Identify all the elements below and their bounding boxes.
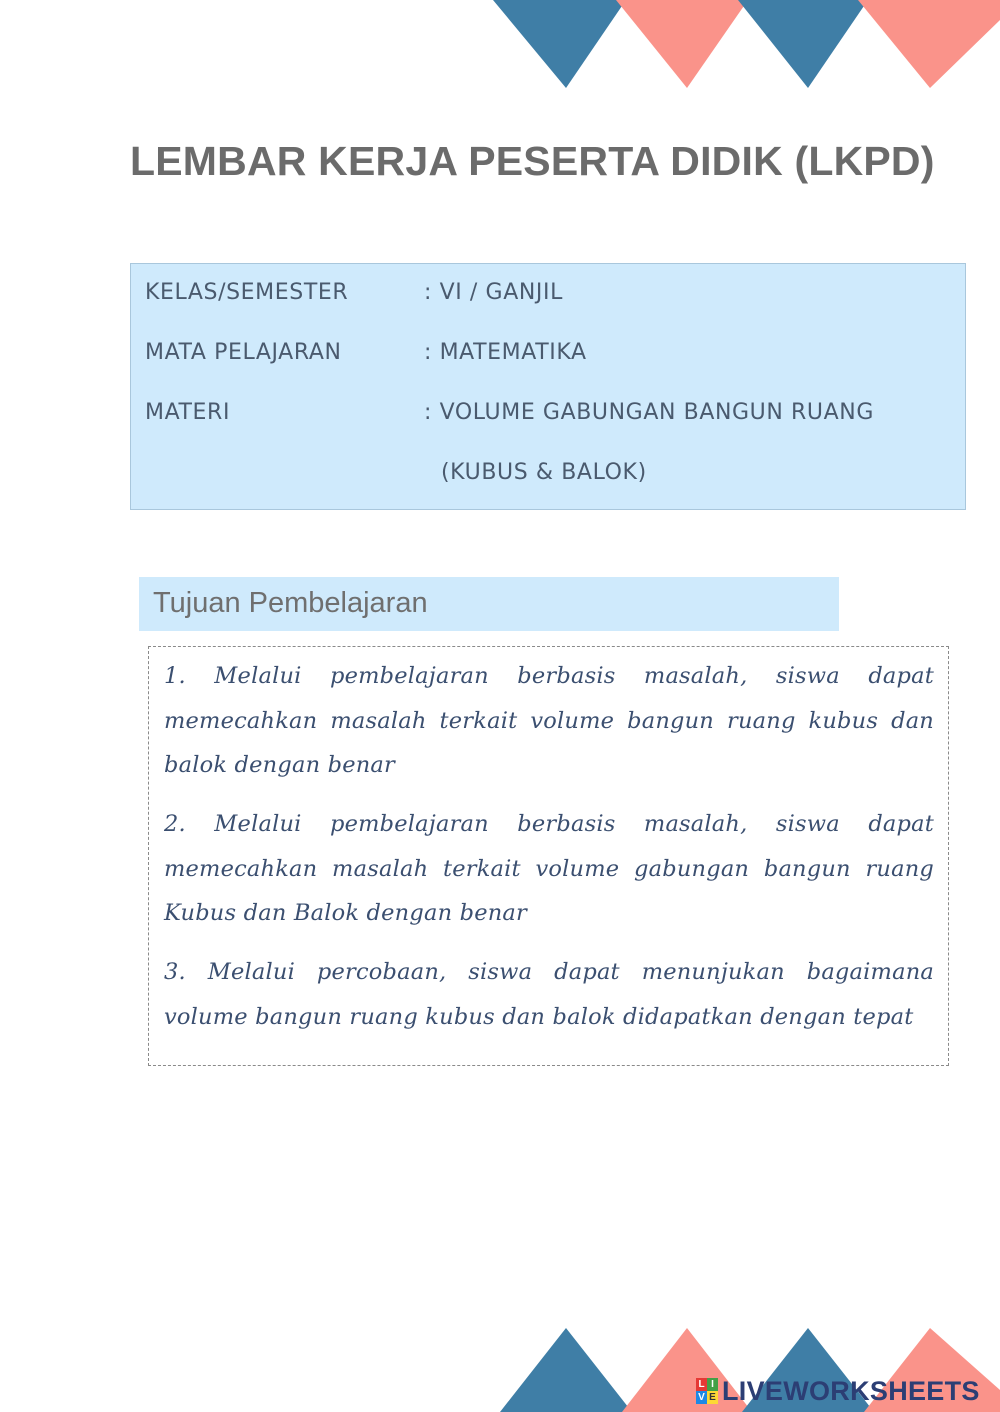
top-triangle-salmon-2 [858,0,1000,88]
objective-item-2: 2. Melalui pembelajaran berbasis masalah, siswa dapat memecahkan masalah terkait volume gabungan bangun ruang Kubus dan Balok dengan benar [164,811,934,926]
top-decoration [0,0,1000,100]
liveworksheets-logo-icon [696,1378,718,1404]
liveworksheets-watermark [696,1374,980,1408]
top-triangle-blue-2 [738,0,868,88]
objective-item-3: 3. Melalui percobaan, siswa dapat menunjukan bagaimana volume bangun ruang kubus dan balok didapatkan dengan tepat [164,959,934,1030]
bottom-triangle-blue-1 [500,1328,632,1412]
top-triangle-blue-1 [493,0,626,88]
objective-item-1: 1. Melalui pembelajaran berbasis masalah, siswa dapat memecahkan masalah terkait volume bangun ruang kubus dan balok dengan benar [164,663,934,778]
info-label: MATERI [145,400,231,425]
info-box [130,263,966,510]
top-triangle-salmon-1 [616,0,748,88]
info-value: : VOLUME GABUNGAN BANGUN RUANG [424,400,874,425]
info-label: KELAS/SEMESTER [145,280,349,305]
logo-letter: E [707,1391,718,1404]
logo-letter: L [696,1378,707,1391]
logo-letter: V [696,1391,707,1404]
info-value: (KUBUS & BALOK) [441,460,647,485]
info-value: : MATEMATIKA [424,340,587,365]
objectives-box [148,646,949,1066]
liveworksheets-text: LIVEWORKSHEETS [722,1375,980,1406]
info-label: MATA PELAJARAN [145,340,342,365]
info-value: : VI / GANJIL [424,280,563,305]
objectives-title: Tujuan Pembelajaran [153,587,428,619]
objectives-header [139,577,839,631]
logo-letter: I [707,1378,718,1391]
page-title: LEMBAR KERJA PESERTA DIDIK (LKPD) [130,138,935,184]
